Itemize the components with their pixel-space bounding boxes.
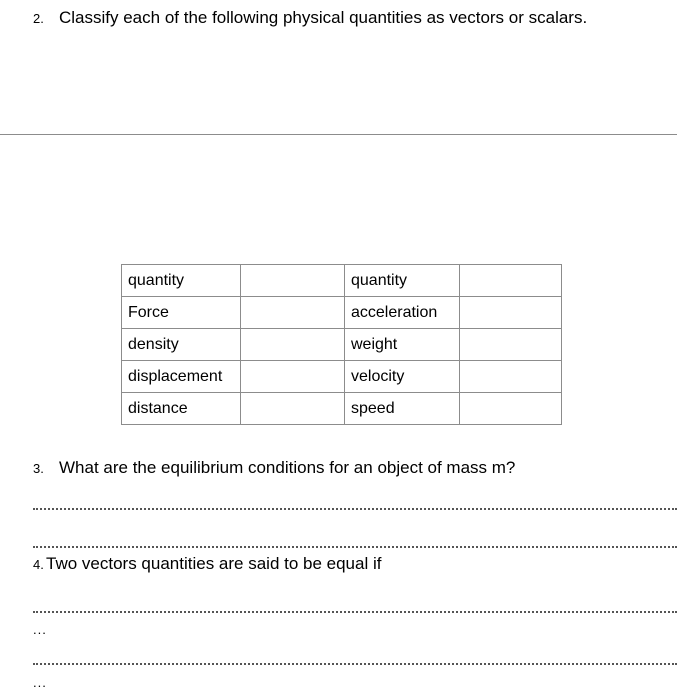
question-2	[33, 8, 587, 29]
question-4-number: 4.	[33, 557, 44, 572]
answer-cell[interactable]	[460, 393, 562, 425]
answer-line-3-ellipsis: ...	[33, 622, 47, 637]
quantity-cell: velocity	[345, 361, 460, 393]
table-row	[122, 265, 562, 297]
quantity-cell: distance	[122, 393, 241, 425]
table-row	[122, 297, 562, 329]
question-3	[33, 458, 515, 479]
question-4	[33, 554, 381, 575]
answer-line-2[interactable]	[33, 546, 677, 548]
answer-line-3[interactable]	[33, 611, 677, 613]
quantity-cell: weight	[345, 329, 460, 361]
answer-cell[interactable]	[460, 265, 562, 297]
answer-cell[interactable]	[241, 329, 345, 361]
table-row	[122, 329, 562, 361]
section-divider	[0, 134, 677, 135]
answer-cell[interactable]	[460, 361, 562, 393]
answer-cell[interactable]	[241, 361, 345, 393]
quantity-cell: Force	[122, 297, 241, 329]
question-4-text: Two vectors quantities are said to be equal if	[46, 554, 382, 573]
classification-table	[121, 264, 562, 425]
table-row	[122, 361, 562, 393]
quantity-cell: acceleration	[345, 297, 460, 329]
table-row	[122, 393, 562, 425]
question-3-text: What are the equilibrium conditions for an object of mass m?	[59, 458, 516, 477]
answer-cell[interactable]	[241, 297, 345, 329]
question-3-number: 3.	[33, 461, 44, 476]
quantity-cell: displacement	[122, 361, 241, 393]
quantity-cell: density	[122, 329, 241, 361]
quantity-cell: quantity	[122, 265, 241, 297]
question-2-text: Classify each of the following physical quantities as vectors or scalars.	[59, 8, 588, 27]
answer-cell[interactable]	[460, 329, 562, 361]
answer-cell[interactable]	[241, 265, 345, 297]
answer-line-4-ellipsis: ...	[33, 675, 47, 690]
answer-line-4[interactable]	[33, 663, 677, 665]
answer-cell[interactable]	[241, 393, 345, 425]
answer-cell[interactable]	[460, 297, 562, 329]
quantity-cell: quantity	[345, 265, 460, 297]
answer-line-1[interactable]	[33, 508, 677, 510]
question-2-number: 2.	[33, 11, 44, 26]
quantity-cell: speed	[345, 393, 460, 425]
